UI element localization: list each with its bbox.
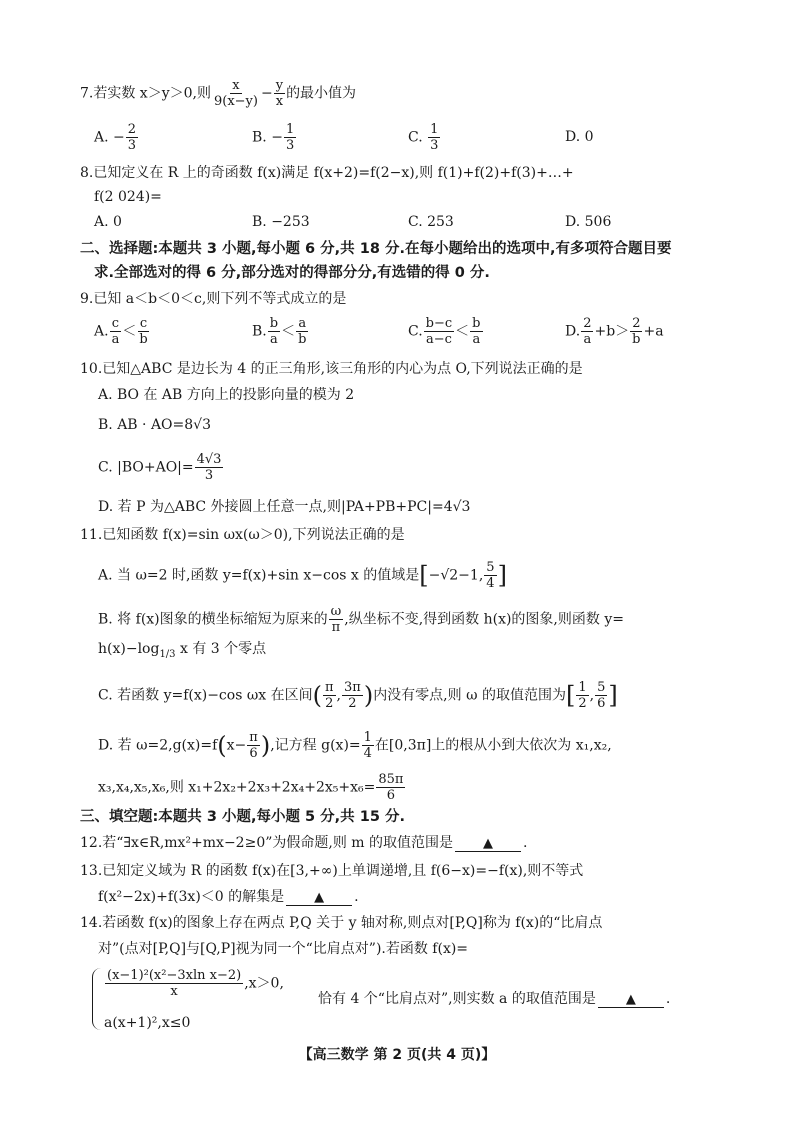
section2-heading-line1: 二、选择题:本题共 3 小题,每小题 6 分,共 18 分.在每小题给出的选项中,有多项符合题目要 — [80, 241, 672, 257]
q14-tail: 恰有 4 个“比肩点对”,则实数 a 的取值范围是 ▲ . — [318, 991, 671, 1007]
q7-frac2: $\frac{y}{x}$ — [275, 78, 284, 109]
triangle-icon: ▲ — [625, 992, 636, 1007]
q9-option-d: D. $\frac{2}{a}$ +b＞ $\frac{2}{b}$ +a — [565, 316, 664, 347]
q10-option-c: C. |BO+AO|= $\frac{4√3}{3}$ — [98, 452, 222, 483]
q14-answer-blank — [598, 992, 664, 1008]
q7-option-c: C. $\frac{1}{3}$ — [408, 122, 439, 153]
q13-line1: 13.已知定义域为 R 的函数 f(x)在[3,+∞)上单调递增,且 f(6−x)=−f(x),则不等式 — [80, 863, 584, 879]
q7-option-a: A. − $\frac{2}{3}$ — [94, 122, 137, 153]
q7-stem: 7.若实数 x＞y＞0,则 $\frac{x}{9(x-y)}$ − $\frac{y}{x}$ 的最小值为 — [80, 78, 357, 109]
q11-option-c: C. 若函数 y=f(x)−cos ωx 在区间( $\frac{\pi}{2}$ , $\frac{3\pi}{2}$ )内没有零点,则 ω 的取值范围为[ $\frac{1}{2}$ , $\frac{5}{6}$ ] — [98, 680, 618, 711]
q14-piece1: $\frac{\text{(x−1)²(x²−3xln x−2)}}{x}$ ,x＞0, — [107, 968, 284, 999]
q10-option-b: B. AB · AO=8√3 — [98, 417, 211, 433]
q14-line1: 14.若函数 f(x)的图象上存在两点 P,Q 关于 y 轴对称,则点对[P,Q]称为 f(x)的“比肩点 — [80, 915, 603, 931]
q13-line2: f(x²−2x)+f(3x)＜0 的解集是 ▲ . — [98, 889, 359, 905]
piecewise-brace — [92, 968, 101, 1030]
q10-stem: 10.已知△ABC 是边长为 4 的正三角形,该三角形的内心为点 O,下列说法正确的是 — [80, 361, 583, 377]
section3-heading: 三、填空题:本题共 3 小题,每小题 5 分,共 15 分. — [80, 809, 405, 825]
triangle-icon: ▲ — [483, 836, 494, 851]
q7-stem-prefix: 7.若实数 x＞y＞0,则 — [80, 85, 211, 102]
q7-option-d: D. 0 — [565, 129, 594, 145]
q9-stem: 9.已知 a＜b＜0＜c,则下列不等式成立的是 — [80, 291, 347, 307]
q7-option-b: B. − $\frac{1}{3}$ — [252, 122, 295, 153]
q10-option-a: A. BO 在 AB 方向上的投影向量的模为 2 — [98, 387, 355, 403]
q8-option-c: C. 253 — [408, 214, 454, 230]
page-footer: 【高三数学 第 2 页(共 4 页)】 — [298, 1047, 496, 1063]
q12: 12.若“∃x∈R,mx²+mx−2≥0”为假命题,则 m 的取值范围是 ▲ . — [80, 835, 528, 851]
q11-option-a: A. 当 ω=2 时,函数 y=f(x)+sin x−cos x 的值域是[−√2−1, $\frac{5}{4}$ ] — [98, 560, 507, 591]
q13-answer-blank — [286, 890, 352, 906]
q8-line2: f(2 024)= — [94, 189, 162, 205]
q11-option-b-line1: B. 将 f(x)图象的横坐标缩短为原来的 $\frac{\omega}{\pi}$ ,纵坐标不变,得到函数 h(x)的图象,则函数 y= — [98, 604, 624, 635]
q9-option-c: C. $\frac{b-c}{a-c}$ ＜ $\frac{b}{a}$ — [408, 316, 481, 347]
q9-option-a: A. $\frac{c}{a}$ ＜ $\frac{c}{b}$ — [94, 316, 148, 347]
q10-option-d: D. 若 P 为△ABC 外接圆上任意一点,则|PA+PB+PC|=4√3 — [98, 499, 471, 515]
q8-line1: 8.已知定义在 R 上的奇函数 f(x)满足 f(x+2)=f(2−x),则 f(1)+f(2)+f(3)+…+ — [80, 165, 574, 181]
q12-answer-blank — [455, 836, 521, 852]
q11-option-d-line2: x₃,x₄,x₅,x₆,则 x₁+2x₂+2x₃+2x₄+2x₅+x₆= $\frac{85\pi}{6}$ — [98, 772, 404, 803]
q7-frac1: $\frac{x}{9(x-y)}$ — [213, 78, 258, 109]
q11-option-d-line1: D. 若 ω=2,g(x)=f(x− $\frac{\pi}{6}$ ),记方程 g(x)= $\frac{1}{4}$ 在[0,3π]上的根从小到大依次为 x₁,x₂, — [98, 730, 612, 761]
q11-stem: 11.已知函数 f(x)=sin ωx(ω＞0),下列说法正确的是 — [80, 527, 405, 543]
q14-piece2: a(x+1)²,x≤0 — [104, 1015, 191, 1031]
q8-option-a: A. 0 — [94, 214, 122, 230]
q9-option-b: B. $\frac{b}{a}$ ＜ $\frac{a}{b}$ — [252, 316, 307, 347]
q11-option-b-line2: $h(x)-\log_{1/3}$ x 有 3 个零点 — [98, 641, 267, 660]
q8-option-d: D. 506 — [565, 214, 612, 230]
q14-line2: 对”(点对[P,Q]与[Q,P]视为同一个“比肩点对”).若函数 f(x)= — [98, 941, 469, 957]
q8-option-b: B. −253 — [252, 214, 310, 230]
triangle-icon: ▲ — [314, 890, 325, 905]
section2-heading-line2: 求.全部选对的得 6 分,部分选对的得部分分,有选错的得 0 分. — [94, 265, 490, 281]
